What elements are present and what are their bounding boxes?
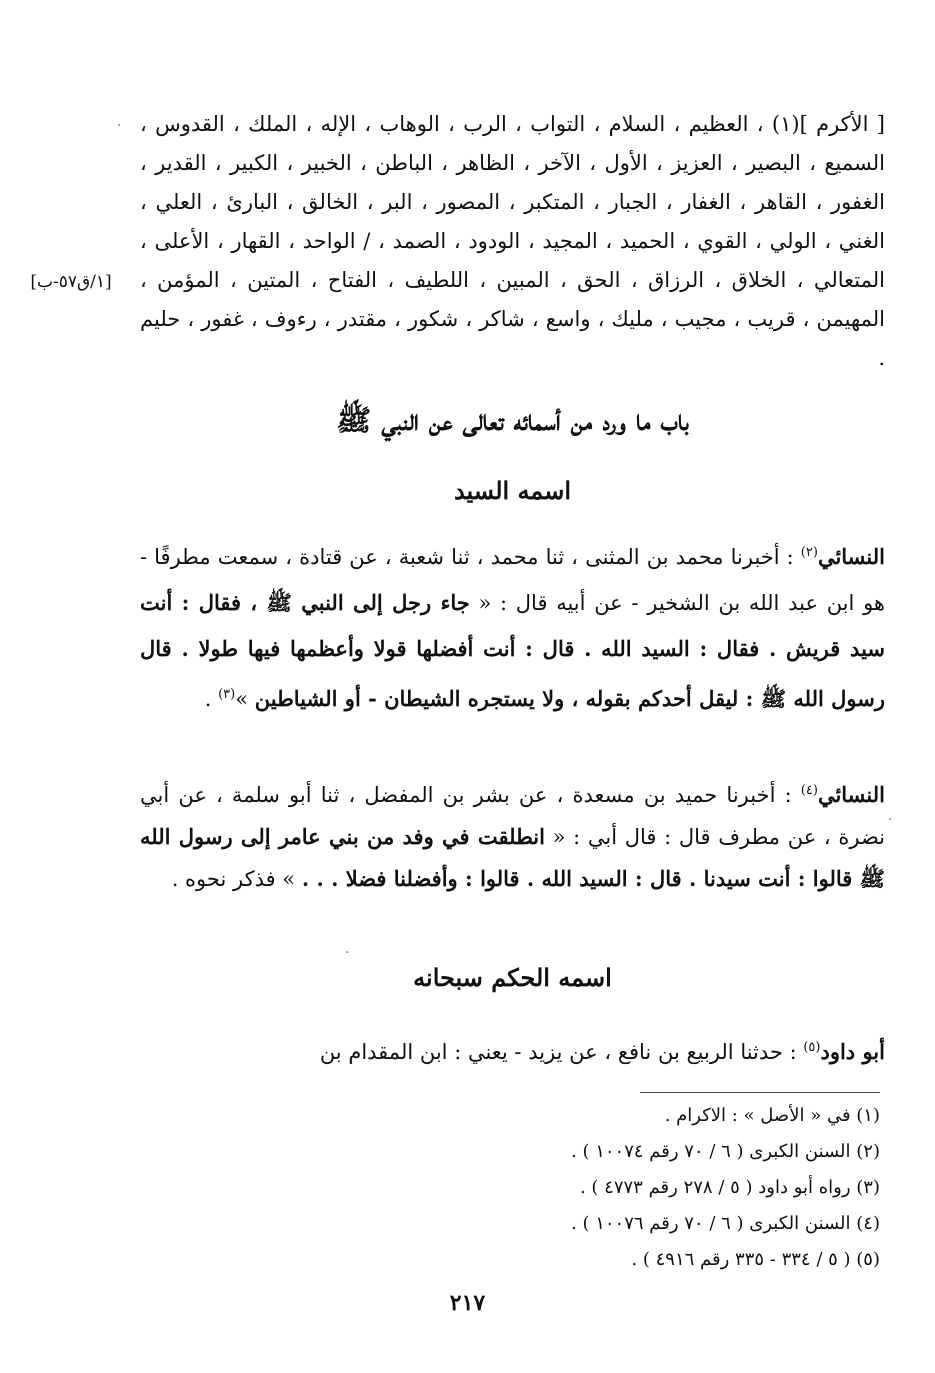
hadith-chain: : حدثنا الربيع بن نافع ، عن يزيد - يعني : ابن المقدام بن: [319, 1040, 804, 1064]
section-title-hakam: اسمه الحكم سبحانه: [413, 963, 612, 992]
footnote-ref[interactable]: (٣): [218, 687, 236, 702]
footnote-item: (٣) رواه أبو داود ( ٥ / ٢٧٨ رقم ٤٧٧٣ ) .: [579, 1177, 880, 1198]
hadith-paragraph-3: [140, 1025, 885, 1075]
hadith-tail: » فذكر نحوه .: [171, 867, 302, 891]
footnote-item: (٤) السنن الكبرى ( ٦ / ٧٠ رقم ١٠٠٧٦ ) .: [571, 1213, 880, 1234]
footnote-item: (٢) السنن الكبرى ( ٦ / ٧٠ رقم ١٠٠٧٤ ) .: [571, 1141, 880, 1162]
hadith-source: النسائي: [817, 782, 885, 807]
footnote-ref[interactable]: (٥): [803, 1040, 821, 1055]
scan-speck: ·: [888, 812, 893, 828]
footnote-item: (١) في « الأصل » : الاكرام .: [664, 1105, 880, 1126]
hadith-source: النسائي: [817, 544, 885, 569]
footnotes: [140, 1098, 880, 1278]
quote-close: »: [235, 687, 255, 711]
section-title-sayyid: اسمه السيد: [453, 476, 572, 505]
page-number: ٢١٧: [449, 1290, 486, 1316]
scan-speck: ·: [345, 945, 350, 961]
manuscript-folio-note: [١/ق٥٧-ب]: [30, 272, 112, 292]
hadith-paragraph-1: [140, 530, 885, 722]
hadith-paragraph-2: [140, 770, 885, 900]
hadith-source: أبو داود: [820, 1039, 885, 1064]
hadith-text: جاء رجل إلى النبي ﷺ ، فقال : أنت سيد قريش . فقال : السيد الله . قال : أنت أفضلها قولا وأعظمها فيها طولا . قال رسول الله ﷺ : ليقل أحدكم بقوله ، ولا يستجره الشيطان - أو الشياطين: [140, 590, 885, 711]
footnote-ref[interactable]: (٢): [800, 545, 818, 560]
hadith-chain: : أخبرنا حميد بن مسعدة ، عن بشر بن المفضل ، ثنا أبو سلمة ، عن أبي نضرة ، عن مطرف قال : قال أبي : «: [140, 783, 885, 849]
hadith-tail: .: [204, 687, 219, 711]
hadith-chain: : أخبرنا محمد بن المثنى ، ثنا محمد ، ثنا شعبة ، عن قتادة ، سمعت مطرفًا - هو ابن عبد الله بن الشخير - عن أبيه قال : «: [140, 545, 885, 615]
hadith-text: انطلقت في وفد من بني عامر إلى رسول الله ﷺ قالوا : أنت سيدنا . قال : السيد الله . قالوا : وأفضلنا فضلا . . .: [140, 824, 885, 891]
chapter-title: باب ما ورد من أسمائه تعالى عن النبي ﷺ: [336, 403, 689, 437]
footnote-item: (٥) ( ٥ / ٣٣٤ - ٣٣٥ رقم ٤٩١٦ ) .: [631, 1249, 880, 1270]
scan-speck: ·: [117, 118, 122, 134]
footnote-ref[interactable]: (٤): [800, 783, 818, 798]
divine-names-paragraph: [ الأكرم ](١) ، العظيم ، السلام ، التواب ، الرب ، الوهاب ، الإله ، الملك ، القدوس ، السميع ، البصير ، العزيز ، الأول ، الآخر ، الظاهر ، الباطن ، الخبير ، الكبير ، القدير ، الغفور ، القاهر ، الغفار ، الجبار ، المتكبر ، المصور ، البر ، الخالق ، البارئ ، العلي ، الغني ، الولي ، القوي ، الحميد ، المجيد ، الودود ، الصمد ، / الواحد ، القهار ، الأعلى ، المتعالي ، الخلاق ، الرزاق ، الحق ، المبين ، اللطيف ، الفتاح ، المتين ، المؤمن ، المهيمن ، قريب ، مجيب ، مليك ، واسع ، شاكر ، شكور ، مقتدر ، رءوف ، غفور ، حليم .: [140, 112, 885, 370]
footnote-separator: [640, 1092, 880, 1093]
